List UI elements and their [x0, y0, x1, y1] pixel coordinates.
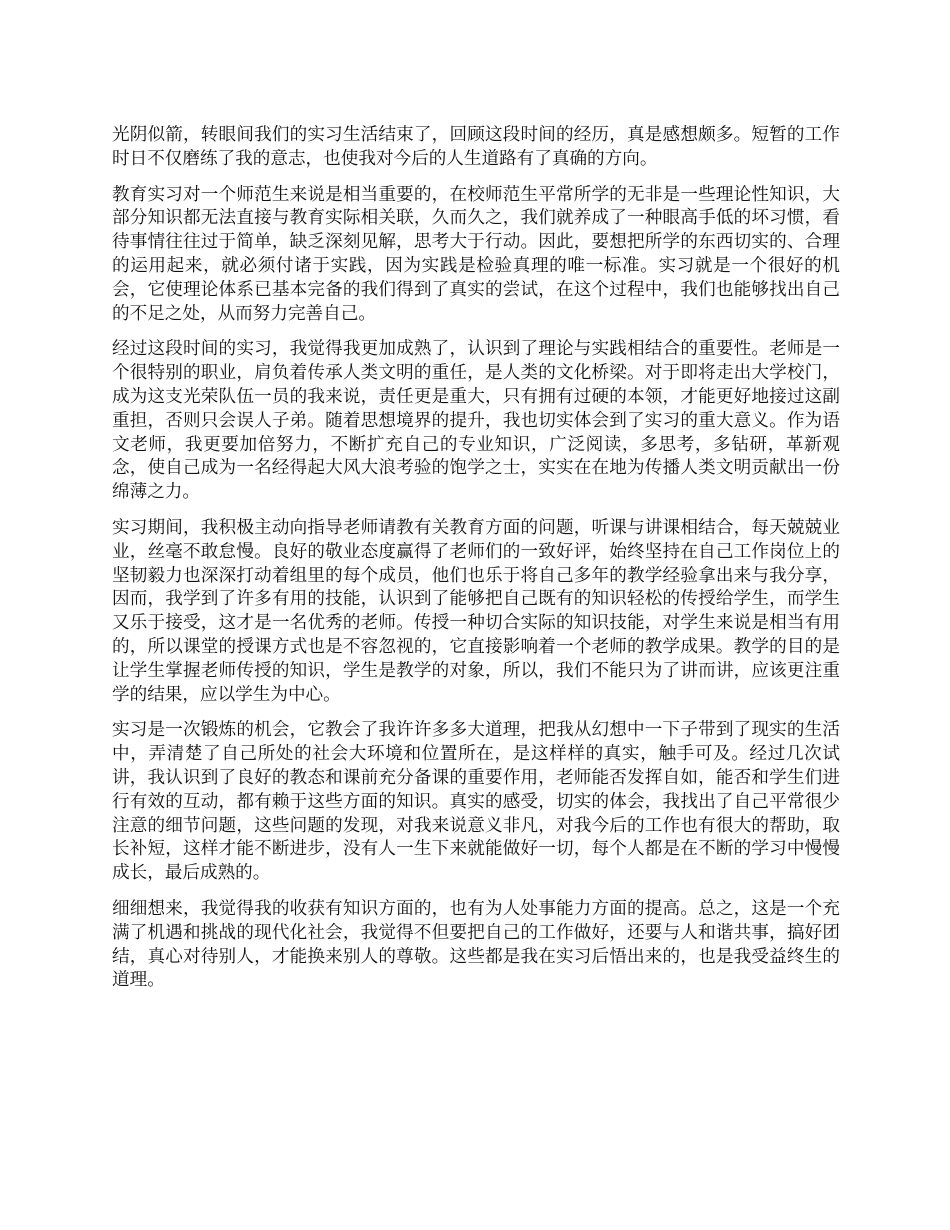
- paragraph-2: 教育实习对一个师范生来说是相当重要的，在校师范生平常所学的无非是一些理论性知识，大部分知识都无法直接与教育实际相关联，久而久之，我们就养成了一种眼高手低的坏习惯，看待事情往往过于简单，缺乏深刻见解，思考大于行动。因此，要想把所学的东西切实的、合理的运用起来，就必须付诸于实践，因为实践是检验真理的唯一标准。实习就是一个很好的机会，它使理论体系已基本完备的我们得到了真实的尝试，在这个过程中，我们也能够找出自己的不足之处，从而努力完善自己。: [112, 184, 840, 324]
- paragraph-6: 细细想来，我觉得我的收获有知识方面的，也有为人处事能力方面的提高。总之，这是一个充满了机遇和挑战的现代化社会，我觉得不但要把自己的工作做好，还要与人和谐共事，搞好团结，真心对待别人，才能换来别人的尊敬。这些都是我在实习后悟出来的，也是我受益终生的道理。: [112, 898, 840, 991]
- paragraph-3: 经过这段时间的实习，我觉得我更加成熟了，认识到了理论与实践相结合的重要性。老师是一个很特别的职业，肩负着传承人类文明的重任，是人类的文化桥梁。对于即将走出大学校门，成为这支光荣队伍一员的我来说，责任更是重大，只有拥有过硬的本领，才能更好地接过这副重担，否则只会误人子弟。随着思想境界的提升，我也切实体会到了实习的重大意义。作为语文老师，我更要加倍努力，不断扩充自己的专业知识，广泛阅读，多思考，多钻研，革新观念，使自己成为一名经得起大风大浪考验的饱学之士，实实在在地为传播人类文明贡献出一份绵薄之力。: [112, 339, 840, 503]
- paragraph-1: 光阴似箭，转眼间我们的实习生活结束了，回顾这段时间的经历，真是感想颇多。短暂的工作时日不仅磨练了我的意志，也使我对今后的人生道路有了真确的方向。: [112, 125, 840, 169]
- document-body: [112, 124, 840, 1005]
- paragraph-5: 实习是一次锻炼的机会，它教会了我许许多多大道理，把我从幻想中一下子带到了现实的生活中，弄清楚了自己所处的社会大环境和位置所在，是这样样的真实，触手可及。经过几次试讲，我认识到了良好的教态和课前充分备课的重要作用，老师能否发挥自如，能否和学生们进行有效的互动，都有赖于这些方面的知识。真实的感受，切实的体会，我找出了自己平常很少注意的细节问题，这些问题的发现，对我来说意义非凡，对我今后的工作也有很大的帮助，取长补短，这样才能不断进步，没有人一生下来就能做好一切，每个人都是在不断的学习中慢慢成长，最后成熟的。: [112, 720, 840, 884]
- paragraph-4: 实习期间，我积极主动向指导老师请教有关教育方面的问题，听课与讲课相结合，每天兢兢业业，丝毫不敢怠慢。良好的敬业态度赢得了老师们的一致好评，始终坚持在自己工作岗位上的坚韧毅力也深深打动着组里的每个成员，他们也乐于将自己多年的教学经验拿出来与我分享，因而，我学到了许多有用的技能，认识到了能够把自己既有的知识轻松的传授给学生，而学生又乐于接受，这才是一名优秀的老师。传授一种切合实际的知识技能，对学生来说是相当有用的，所以课堂的授课方式也是不容忽视的，它直接影响着一个老师的教学成果。教学的目的是让学生掌握老师传授的知识，学生是教学的对象，所以，我们不能只为了讲而讲，应该更注重学的结果，应以学生为中心。: [112, 517, 840, 705]
